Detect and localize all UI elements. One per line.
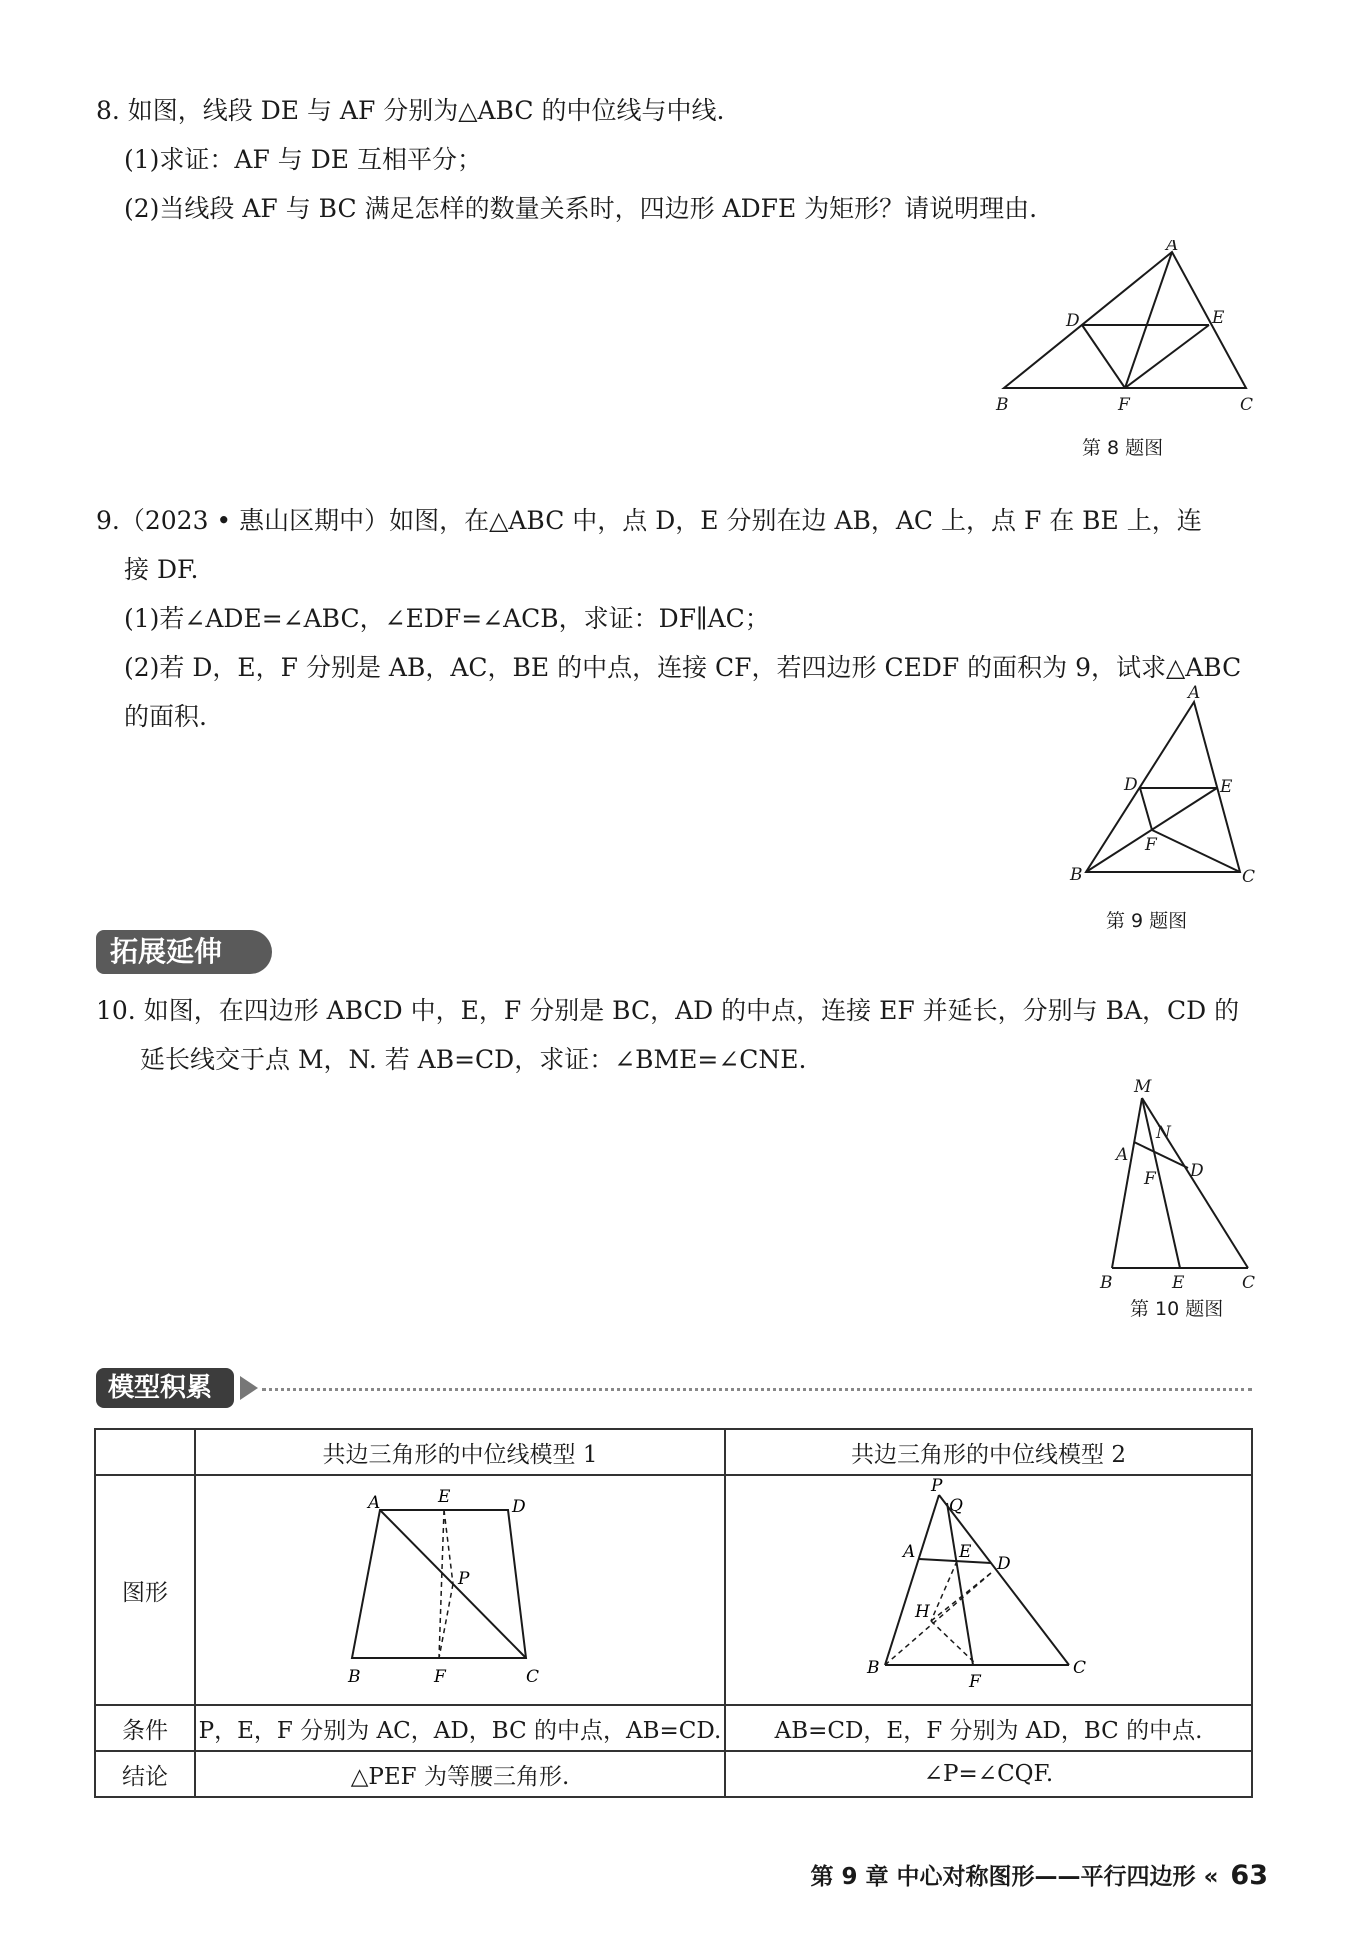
q9-label-E: E	[1220, 777, 1233, 797]
q9-line1: 9.（2023 • 惠山区期中）如图，在△ABC 中，点 D，E 分别在边 AB，AC 上，点 F 在 BE 上，连	[96, 506, 1202, 535]
q10-label-D: D	[1190, 1161, 1204, 1181]
table-corner-cell	[95, 1429, 195, 1475]
section-model-badge: 模型积累	[96, 1368, 234, 1408]
q10-label-F: F	[1144, 1169, 1156, 1189]
table-cell-conclusion2: ∠P=∠CQF.	[725, 1751, 1252, 1797]
m1-label-C: C	[526, 1667, 540, 1687]
q8-label-E: E	[1212, 308, 1225, 328]
model2-figure	[859, 1477, 1119, 1697]
m2-label-B: B	[866, 1658, 879, 1678]
question-8	[96, 86, 1256, 233]
m1-label-D: D	[512, 1497, 526, 1517]
q9-label-A: A	[1188, 683, 1201, 703]
table-cell-condition2: AB=CD，E，F 分别为 AD，BC 的中点.	[725, 1705, 1252, 1751]
q10-label-A: A	[1116, 1145, 1129, 1165]
table-header-model2: 共边三角形的中位线模型 2	[725, 1429, 1252, 1475]
question-10	[96, 986, 1256, 1084]
m2-label-C: C	[1072, 1658, 1086, 1678]
q8-line1: 8. 如图，线段 DE 与 AF 分别为△ABC 的中位线与中线.	[96, 96, 725, 125]
q9-label-D: D	[1124, 775, 1138, 795]
section-extend-badge: 拓展延伸	[96, 930, 272, 974]
section-model-arrow	[240, 1376, 258, 1400]
q8-label-B: B	[996, 395, 1009, 415]
q9-line2: 接 DF.	[124, 555, 199, 584]
model1-figure	[330, 1482, 590, 1692]
q10-label-N: N	[1156, 1123, 1171, 1143]
m2-label-D: D	[996, 1554, 1011, 1574]
m2-label-H: H	[914, 1602, 930, 1622]
table-row-label-conclusion: 结论	[95, 1751, 195, 1797]
m2-label-Q: Q	[948, 1496, 963, 1516]
q10-label-M: M	[1134, 1077, 1152, 1097]
footer-chapter: 第 9 章 中心对称图形——平行四边形 «	[810, 1864, 1219, 1890]
m1-label-P: P	[458, 1569, 470, 1589]
m2-label-E: E	[958, 1542, 971, 1562]
m2-label-A: A	[902, 1542, 915, 1562]
q8-label-D: D	[1066, 311, 1080, 331]
table-row-label-condition: 条件	[95, 1705, 195, 1751]
section-model-divider	[262, 1388, 1252, 1391]
table-cell-conclusion1: △PEF 为等腰三角形.	[195, 1751, 725, 1797]
table-cell-condition1: P，E，F 分别为 AC，AD，BC 的中点，AB=CD.	[195, 1705, 725, 1751]
q9-caption: 第 9 题图	[1106, 910, 1188, 932]
figure-q9	[1060, 680, 1260, 890]
q8-label-A: A	[1166, 240, 1179, 255]
table-cell-figure1	[195, 1475, 725, 1705]
m1-label-B: B	[348, 1667, 361, 1687]
q10-label-C: C	[1242, 1273, 1256, 1293]
table-cell-figure2	[725, 1475, 1252, 1705]
q10-line2: 延长线交于点 M，N. 若 AB=CD，求证：∠BME=∠CNE.	[140, 1045, 807, 1074]
q9-label-F: F	[1145, 835, 1157, 855]
table-row-label-figure: 图形	[95, 1475, 195, 1705]
q9-part2: (2)若 D，E，F 分别是 AB，AC，BE 的中点，连接 CF，若四边形 CEDF 的面积为 9，试求△ABC	[124, 653, 1242, 682]
q9-label-C: C	[1242, 867, 1256, 887]
m2-label-P: P	[930, 1477, 942, 1496]
q9-label-B: B	[1070, 865, 1083, 885]
model-table	[94, 1428, 1253, 1798]
q10-label-B: B	[1100, 1273, 1113, 1293]
table-header-model1: 共边三角形的中位线模型 1	[195, 1429, 725, 1475]
q9-part1: (1)若∠ADE=∠ABC，∠EDF=∠ACB，求证：DF∥AC；	[124, 604, 770, 633]
q8-label-F: F	[1118, 395, 1130, 415]
page-footer	[811, 1858, 1268, 1891]
q10-caption: 第 10 题图	[1130, 1298, 1224, 1320]
m1-label-E: E	[438, 1487, 451, 1507]
figure-q10	[1090, 1076, 1260, 1294]
q8-part1: (1)求证：AF 与 DE 互相平分；	[124, 145, 482, 174]
q8-part2: (2)当线段 AF 与 BC 满足怎样的数量关系时，四边形 ADFE 为矩形？请说明理由.	[124, 194, 1038, 223]
m1-label-A: A	[368, 1493, 381, 1513]
m2-label-F: F	[968, 1672, 981, 1692]
q10-label-E: E	[1172, 1273, 1185, 1293]
q8-label-C: C	[1240, 395, 1254, 415]
page-number: 63	[1230, 1860, 1268, 1891]
q8-caption: 第 8 题图	[1082, 437, 1164, 459]
figure-q8	[990, 240, 1260, 420]
q9-line5: 的面积.	[124, 702, 207, 731]
m1-label-F: F	[434, 1667, 446, 1687]
q10-line1: 10. 如图，在四边形 ABCD 中，E，F 分别是 BC，AD 的中点，连接 EF 并延长，分别与 BA，CD 的	[96, 996, 1240, 1025]
